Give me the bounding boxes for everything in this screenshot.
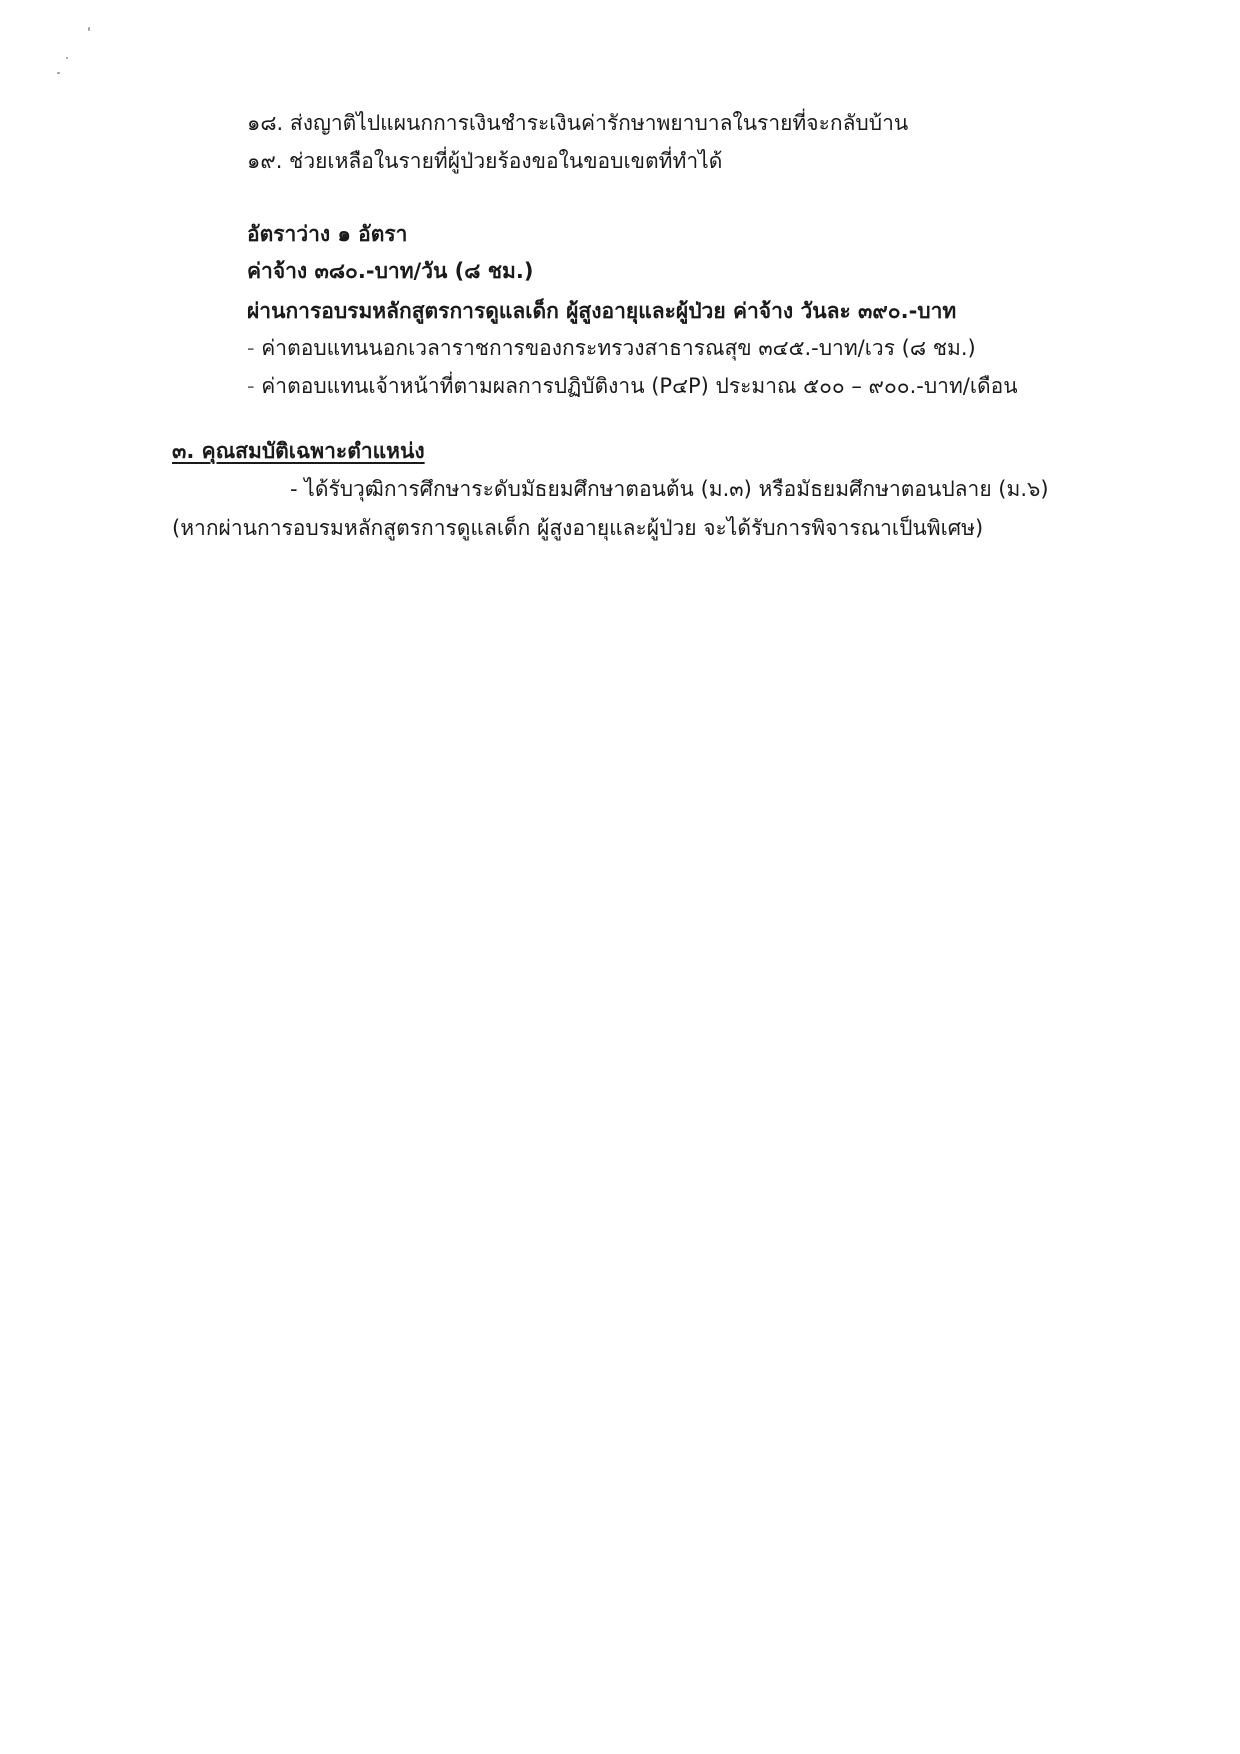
bullet-dash: -	[247, 336, 255, 360]
trained-wage: ผ่านการอบรมหลักสูตรการดูแลเด็ก ผู้สูงอายุและผู้ป่วย ค่าจ้าง วันละ ๓๙๐.-บาท	[247, 299, 957, 323]
scan-speck	[88, 27, 90, 31]
benefit-p4p	[247, 372, 1018, 400]
bullet-dash: -	[247, 374, 255, 398]
section-3-heading: ๓. คุณสมบัติเฉพาะตำแหน่ง	[172, 439, 425, 463]
qualification-line-2: (หากผ่านการอบรมหลักสูตรการดูแลเด็ก ผู้สูงอายุและผู้ป่วย จะได้รับการพิจารณาเป็นพิเศษ)	[172, 516, 984, 540]
benefit-overtime-text: ค่าตอบแทนนอกเวลาราชการของกระทรวงสาธารณสุข ๓๔๕.-บาท/เวร (๘ ชม.)	[254, 336, 976, 360]
daily-wage: ค่าจ้าง ๓๘๐.-บาท/วัน (๘ ชม.)	[247, 259, 534, 283]
benefit-overtime	[247, 334, 976, 362]
vacancy-count: อัตราว่าง ๑ อัตรา	[247, 222, 408, 246]
list-item-18: ๑๘. ส่งญาติไปแผนกการเงินชำระเงินค่ารักษาพยาบาลในรายที่จะกลับบ้าน	[247, 111, 909, 135]
scan-speck	[57, 72, 60, 74]
benefit-p4p-text: ค่าตอบแทนเจ้าหน้าที่ตามผลการปฏิบัติงาน (P๔P) ประมาณ ๕๐๐ – ๙๐๐.-บาท/เดือน	[254, 374, 1018, 398]
qualification-line-1: - ได้รับวุฒิการศึกษาระดับมัธยมศึกษาตอนต้น (ม.๓) หรือมัธยมศึกษาตอนปลาย (ม.๖)	[290, 477, 1049, 501]
list-item-19: ๑๙. ช่วยเหลือในรายที่ผู้ป่วยร้องขอในขอบเขตที่ทำได้	[247, 149, 723, 173]
scan-speck	[66, 57, 68, 59]
